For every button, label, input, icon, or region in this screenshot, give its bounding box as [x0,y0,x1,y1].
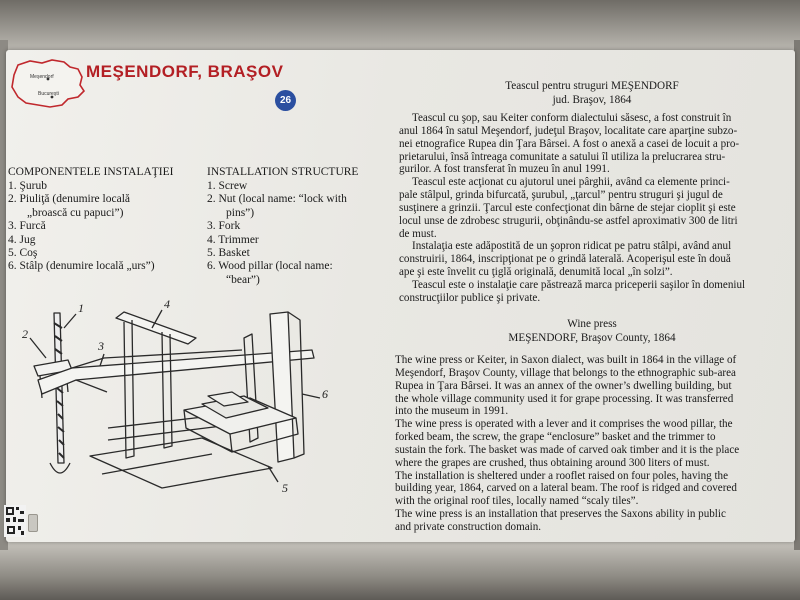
text-line: construcţiilor publice şi private. [399,291,541,304]
text-line: Meşendorf, Braşov County, village that belongs to the ethnographic sub-area [395,366,736,379]
en-section-title: Wine press [567,318,617,330]
background-top [0,0,800,52]
text-line: Instalaţia este adăpostită de un şopron ridicat pe patru stâlpi, având anul [412,240,732,253]
ro-section-subtitle: jud. Braşov, 1864 [552,94,632,106]
list-item: 3. Furcă [8,220,46,233]
drawing-label-2: 2 [22,327,28,341]
text-line: where the grapes are crushed, thus obtaining around 300 liters of must. [395,456,710,469]
list-item: pins”) [226,206,255,219]
text-line: anul 1864 în satul Meşendorf, judeţul Braşov, localitate care aparţine subzo- [399,124,738,137]
list-item: 4. Jug [8,233,36,246]
list-item: 1. Şurub [8,180,47,192]
en-section-subtitle: MEŞENDORF, Braşov County, 1864 [508,332,676,344]
map-city-label: Meşendorf [30,74,54,80]
text-line: The installation is sheltered under a rooflet raised on four poles, having the [395,469,729,482]
list-item: 6. Stâlp (denumire locală „urs”) [8,260,155,273]
text-line: The wine press is an installation that preserves the Saxons ability in public [395,508,726,521]
text-line: nei etnografice Rupea din Ţara Bârsei. A fost o anexă a casei de locuit a pro- [399,137,740,150]
text-line: pale stâlpul, grinda bifurcată, şurubul, „ţarcul” pentru struguri şi jugul de [399,189,723,202]
text-line: forked beam, the screw, the grape “enclosure” basket and the trimmer to [395,431,716,444]
qr-code-icon [4,505,26,537]
background-bottom [0,540,800,600]
sign-clip [28,514,38,532]
text-line: The wine press is operated with a lever and it comprises the wood pillar, the [395,418,733,431]
exhibit-number-badge: 26 [275,90,296,111]
list-item: 6. Wood pillar (local name: [207,260,333,273]
text-line: prietarului, însă întreaga comunitate a satului îl utiliza la prelucrarea stru- [399,150,726,163]
list-item: 2. Piuliţă (denumire locală [8,193,130,206]
text-line: and private construction domain. [395,520,542,533]
drawing-label-5: 5 [282,481,288,495]
text-line: The wine press or Keiter, in Saxon dialect, was built in 1864 in the village of [395,354,737,366]
text-line: sustain the fork. The basket was made of carved oak timber and it is the place [395,443,740,456]
page-title: MEŞENDORF, BRAŞOV [86,62,284,81]
list-item: 4. Trimmer [207,233,259,246]
text-line: de must. [399,227,437,240]
text-line: building year, 1864, carved on a lateral beam. The roof is ridged and covered [395,482,737,495]
list-item: „broască cu papuci”) [27,206,124,219]
drawing-label-3: 3 [98,339,104,353]
drawing-label-6: 6 [322,387,328,401]
en-section-body [395,354,739,534]
map-capital-label: Bucureşti [38,91,59,97]
components-en-list [207,180,347,287]
list-item: 5. Coş [8,247,38,260]
text-line: susţinere a grinzii. Ţarcul este confecţionat din bârne de stejar cioplit şi este [399,201,736,214]
text-line: the whole village community used it for grape processing. It was transferred [395,392,734,405]
wine-press-drawing [12,298,342,498]
ro-section-body [399,112,745,305]
list-item: 3. Fork [207,220,241,233]
components-en-heading: INSTALLATION STRUCTURE [207,166,359,178]
drawing-label-1: 1 [78,301,84,315]
text-line: construirii, 1864, inscripţionat pe o grindă laterală. Acoperişul este în două [399,253,731,266]
list-item: 1. Screw [207,180,248,192]
list-item: 2. Nut (local name: “lock with [207,193,347,206]
text-line: Teascul cu şop, sau Keiter conform dialectului săsesc, a fost construit în [412,112,732,124]
text-line: ape şi este învelit cu ţiglă originală, denumită local „în solzi”. [399,266,673,279]
text-line: with the original roof tiles, locally named “scaly tiles”. [395,495,639,508]
text-line: gurilor. A fost transferat în muzeu în anul 1991. [399,163,610,176]
list-item: “bear”) [226,273,260,286]
ro-section-title: Teascul pentru struguri MEŞENDORF [505,80,679,92]
text-line: Rupea in Ţara Bârsei. It was an annex of the owner’s dwelling building, but [395,379,732,392]
text-line: locul unse de zdrobesc strugurii, obţinându-se astfel aproximativ 300 de litri [399,214,738,227]
drawing-label-4: 4 [164,298,170,311]
list-item: 5. Basket [207,247,250,260]
components-ro-list [8,180,155,274]
text-line: Teascul este o instalaţie care păstrează marca priceperii saşilor în domeniul [412,278,746,291]
text-line: into the museum in 1991. [395,405,509,418]
romania-map-icon [8,57,86,111]
components-ro-heading: COMPONENTELE INSTALAŢIEI [8,166,174,178]
text-line: Teascul este acţionat cu ajutorul unei pârghii, având ca elemente princi- [412,176,730,189]
